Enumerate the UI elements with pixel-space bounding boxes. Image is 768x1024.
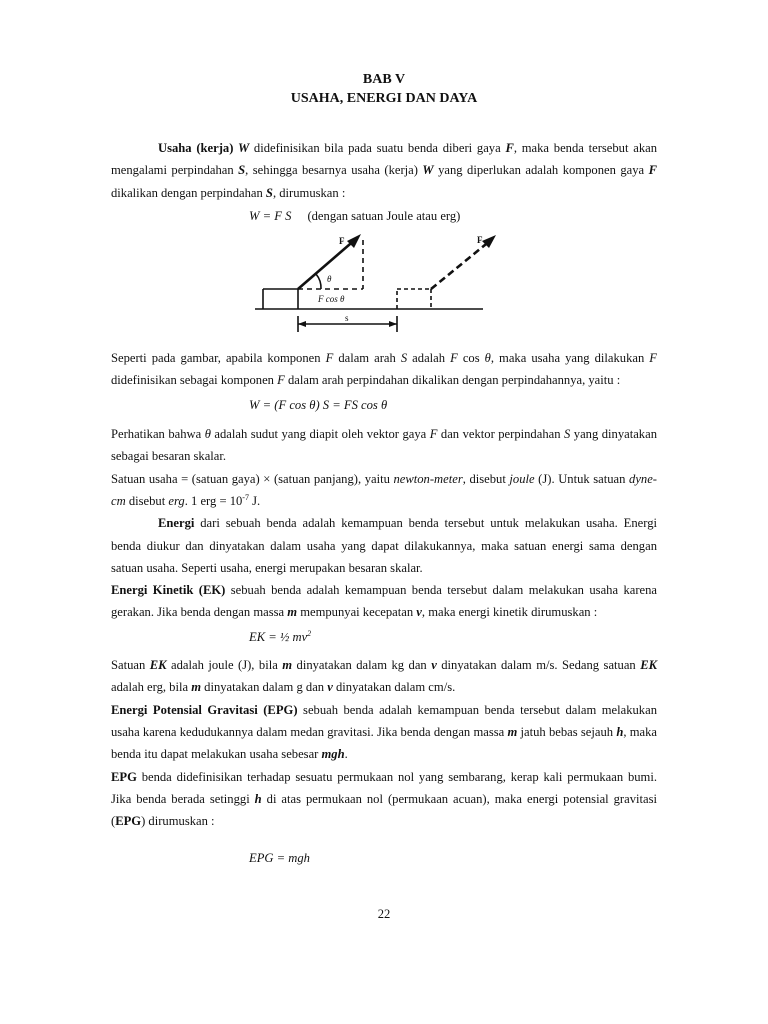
chapter-number: BAB V — [362, 72, 406, 87]
paragraph-potential: Energi Potensial Gravitasi (EPG) sebuah benda adalah kemampuan benda tersebut dalam melakukan usaha karena kedudukannya dalam medan gravitasi. Jika benda dengan massa m jatuh bebas sejauh h, maka benda itu dapat melakukan usaha sebesar mgh. — [111, 702, 657, 762]
paragraph-epg: EPG benda didefinisikan terhadap sesuatu permukaan nol yang sembarang, kerap kali permukaan bumi. Jika benda berada setinggi h di atas permukaan nol (permukaan acuan), maka energi potensial gravitasi (EPG) dirumuskan : — [111, 769, 657, 829]
force-displacement-figure — [255, 230, 530, 340]
paragraph-kinetic: Energi Kinetik (EK) sebuah benda adalah kemampuan benda tersebut dalam melakukan usaha karena gerakan. Jika benda dengan massa m mempunyai kecepatan v, maka energi kinetik dirumuskan : — [111, 583, 657, 620]
term-usaha: Usaha (kerja) — [158, 141, 234, 155]
page-content — [111, 70, 657, 870]
paragraph-units: Satuan usaha = (satuan gaya) × (satuan panjang), yaitu newton-meter, disebut joule (J). Untuk satuan dyne-cm disebut erg. 1 erg = $10^{-7}$ J. — [111, 471, 657, 508]
displacement-arrow-left — [298, 321, 306, 327]
label-s: s — [345, 313, 349, 324]
force-vector-moved — [431, 240, 491, 289]
paragraph-ek-units: Satuan EK adalah joule (J), bila m dinyatakan dalam kg dan v dinyatakan dalam m/s. Sedang satuan EK adalah erg, bila m dinyatakan dalam g dan v dinyatakan dalam cm/s. — [111, 658, 657, 695]
paragraph-usaha: Usaha (kerja) W didefinisikan bila pada suatu benda diberi gaya F, maka benda tersebut akan mengalami perpindahan S, sehingga besarnya usaha (kerja) W yang diperlukan adalah komponen gaya F dikalikan dengan perpindahan S, dirumuskan : — [111, 141, 658, 200]
paragraph-energi: Energi dari sebuah benda adalah kemampuan benda tersebut untuk melakukan usaha. Energi benda diukur dan dinyatakan dalam usaha yang dapat dilakukannya, maka satuan energi sama dengan satuan usaha. Seperti usaha, energi merupakan besaran skalar. — [111, 516, 657, 575]
chapter-title: USAHA, ENERGI DAN DAYA — [290, 91, 478, 106]
work-diagram — [111, 230, 657, 340]
equation-kinetic: EK = ½ $mv^2$ — [249, 628, 312, 644]
equation-work: W = F S (dengan satuan Joule atau erg) — [249, 208, 461, 223]
label-theta: θ — [327, 274, 332, 285]
paragraph-theta: Perhatikan bahwa θ adalah sudut yang diapit oleh vektor gaya F dan vektor perpindahan S yang dinyatakan sebagai besaran skalar. — [111, 427, 657, 464]
displacement-arrow-right — [389, 321, 397, 327]
label-force-right: F — [477, 235, 483, 246]
equation-work-cos: W = (F cos θ) S = FS cos θ — [249, 397, 388, 412]
equation-potential: EPG = mgh — [249, 851, 310, 866]
label-force-left: F — [339, 236, 345, 247]
paragraph-component: Seperti pada gambar, apabila komponen F dalam arah S adalah F cos θ, maka usaha yang dilakukan F didefinisikan sebagai komponen F dalam arah perpindahan dikalikan dengan perpindahannya, yaitu : — [111, 351, 657, 388]
page-number: 22 — [377, 907, 391, 921]
label-fcos: F cos θ — [318, 294, 345, 305]
chapter-heading — [111, 70, 657, 108]
angle-arc — [316, 274, 321, 289]
